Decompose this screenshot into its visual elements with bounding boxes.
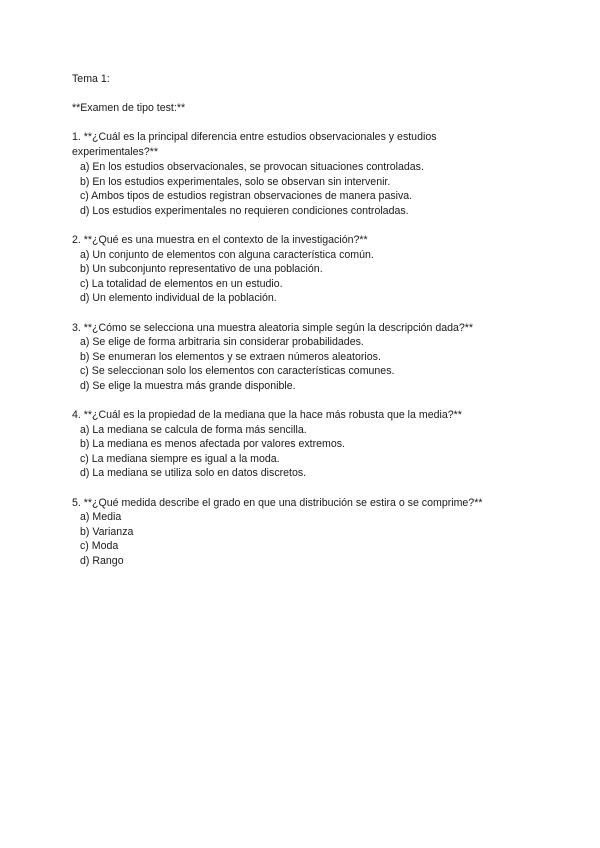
question-1-text-cont: experimentales?** [72, 146, 158, 158]
question-4-option-d: d) La mediana se utiliza solo en datos discretos. [80, 467, 307, 479]
question-1-option-c: c) Ambos tipos de estudios registran observaciones de manera pasiva. [80, 190, 413, 202]
question-1-option-d: d) Los estudios experimentales no requieren condiciones controladas. [80, 205, 409, 217]
question-2-option-a: a) Un conjunto de elementos con alguna característica común. [80, 249, 374, 261]
question-5-option-b: b) Varianza [80, 526, 134, 538]
question-4-option-b: b) La mediana es menos afectada por valores extremos. [80, 438, 345, 450]
question-5-text: 5. **¿Qué medida describe el grado en que una distribución se estira o se comprime?** [72, 497, 483, 509]
question-5-option-c: c) Moda [80, 540, 119, 552]
question-3-option-d: d) Se elige la muestra más grande disponible. [80, 380, 296, 392]
question-3-option-b: b) Se enumeran los elementos y se extraen números aleatorios. [80, 351, 381, 363]
question-1-option-b: b) En los estudios experimentales, solo se observan sin intervenir. [80, 176, 391, 188]
question-5-option-a: a) Media [80, 511, 122, 523]
question-3-text: 3. **¿Cómo se selecciona una muestra aleatoria simple según la descripción dada?** [72, 322, 474, 334]
question-3-option-c: c) Se seleccionan solo los elementos con características comunes. [80, 365, 395, 377]
question-5-option-d: d) Rango [80, 555, 124, 567]
question-1-option-a: a) En los estudios observacionales, se provocan situaciones controladas. [80, 161, 424, 173]
question-1-text: 1. **¿Cuál es la principal diferencia entre estudios observacionales y estudios [72, 131, 437, 143]
question-4-option-c: c) La mediana siempre es igual a la moda. [80, 453, 280, 465]
question-2-option-b: b) Un subconjunto representativo de una población. [80, 263, 323, 275]
topic-heading: Tema 1: [72, 73, 110, 85]
question-4-text: 4. **¿Cuál es la propiedad de la mediana que la hace más robusta que la media?** [72, 409, 462, 421]
question-2-option-d: d) Un elemento individual de la población. [80, 292, 277, 304]
question-2-text: 2. **¿Qué es una muestra en el contexto de la investigación?** [72, 234, 368, 246]
question-4-option-a: a) La mediana se calcula de forma más sencilla. [80, 424, 307, 436]
exam-title: **Examen de tipo test:** [72, 102, 186, 114]
question-3-option-a: a) Se elige de forma arbitraria sin considerar probabilidades. [80, 336, 364, 348]
question-2-option-c: c) La totalidad de elementos en un estudio. [80, 278, 283, 290]
